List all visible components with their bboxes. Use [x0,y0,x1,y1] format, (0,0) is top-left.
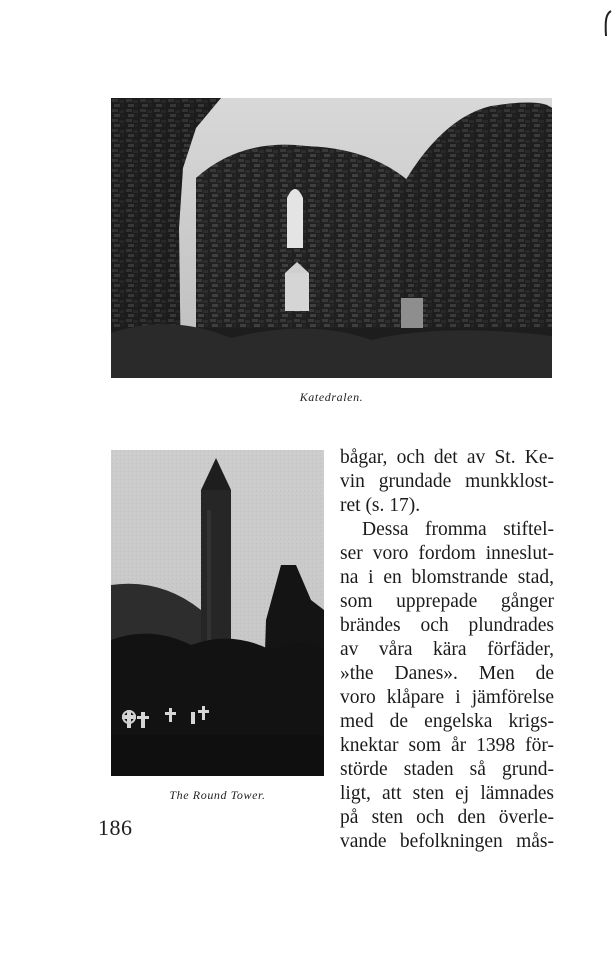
text-line: av våra kära förfäder, [340,639,554,660]
text-line: brändes och plundrades [340,615,554,636]
text-line: vin grundade munkklost- [340,471,554,492]
text-line: störde staden så grund- [340,759,554,780]
page-number: 186 [98,815,133,840]
round-tower-caption: The Round Tower. [169,788,266,802]
text-line: som upprepade gånger [340,591,554,612]
text-line: på sten och den överle- [340,807,554,828]
text-line: med de engelska krigs- [340,711,554,732]
round-tower-photo [111,450,324,776]
cathedral-caption: Katedralen. [299,390,364,404]
cathedral-photo [111,98,552,378]
corner-mark [600,8,614,38]
text-line: voro klåpare i jämförelse [340,687,554,708]
text-line: vande befolkningen mås- [340,831,554,852]
text-line: ret (s. 17). [340,495,421,516]
text-line: ligt, att sten ej lämnades [340,783,554,804]
body-text [340,446,554,854]
text-line: Dessa fromma stiftel- [362,519,554,540]
text-line: »the Danes». Men de [340,663,554,684]
text-line: na i en blomstrande stad, [340,567,554,588]
text-line: ser voro fordom inneslut- [340,543,554,564]
text-line: knektar som år 1398 för- [340,735,554,756]
text-line: bågar, och det av St. Ke- [340,447,554,468]
